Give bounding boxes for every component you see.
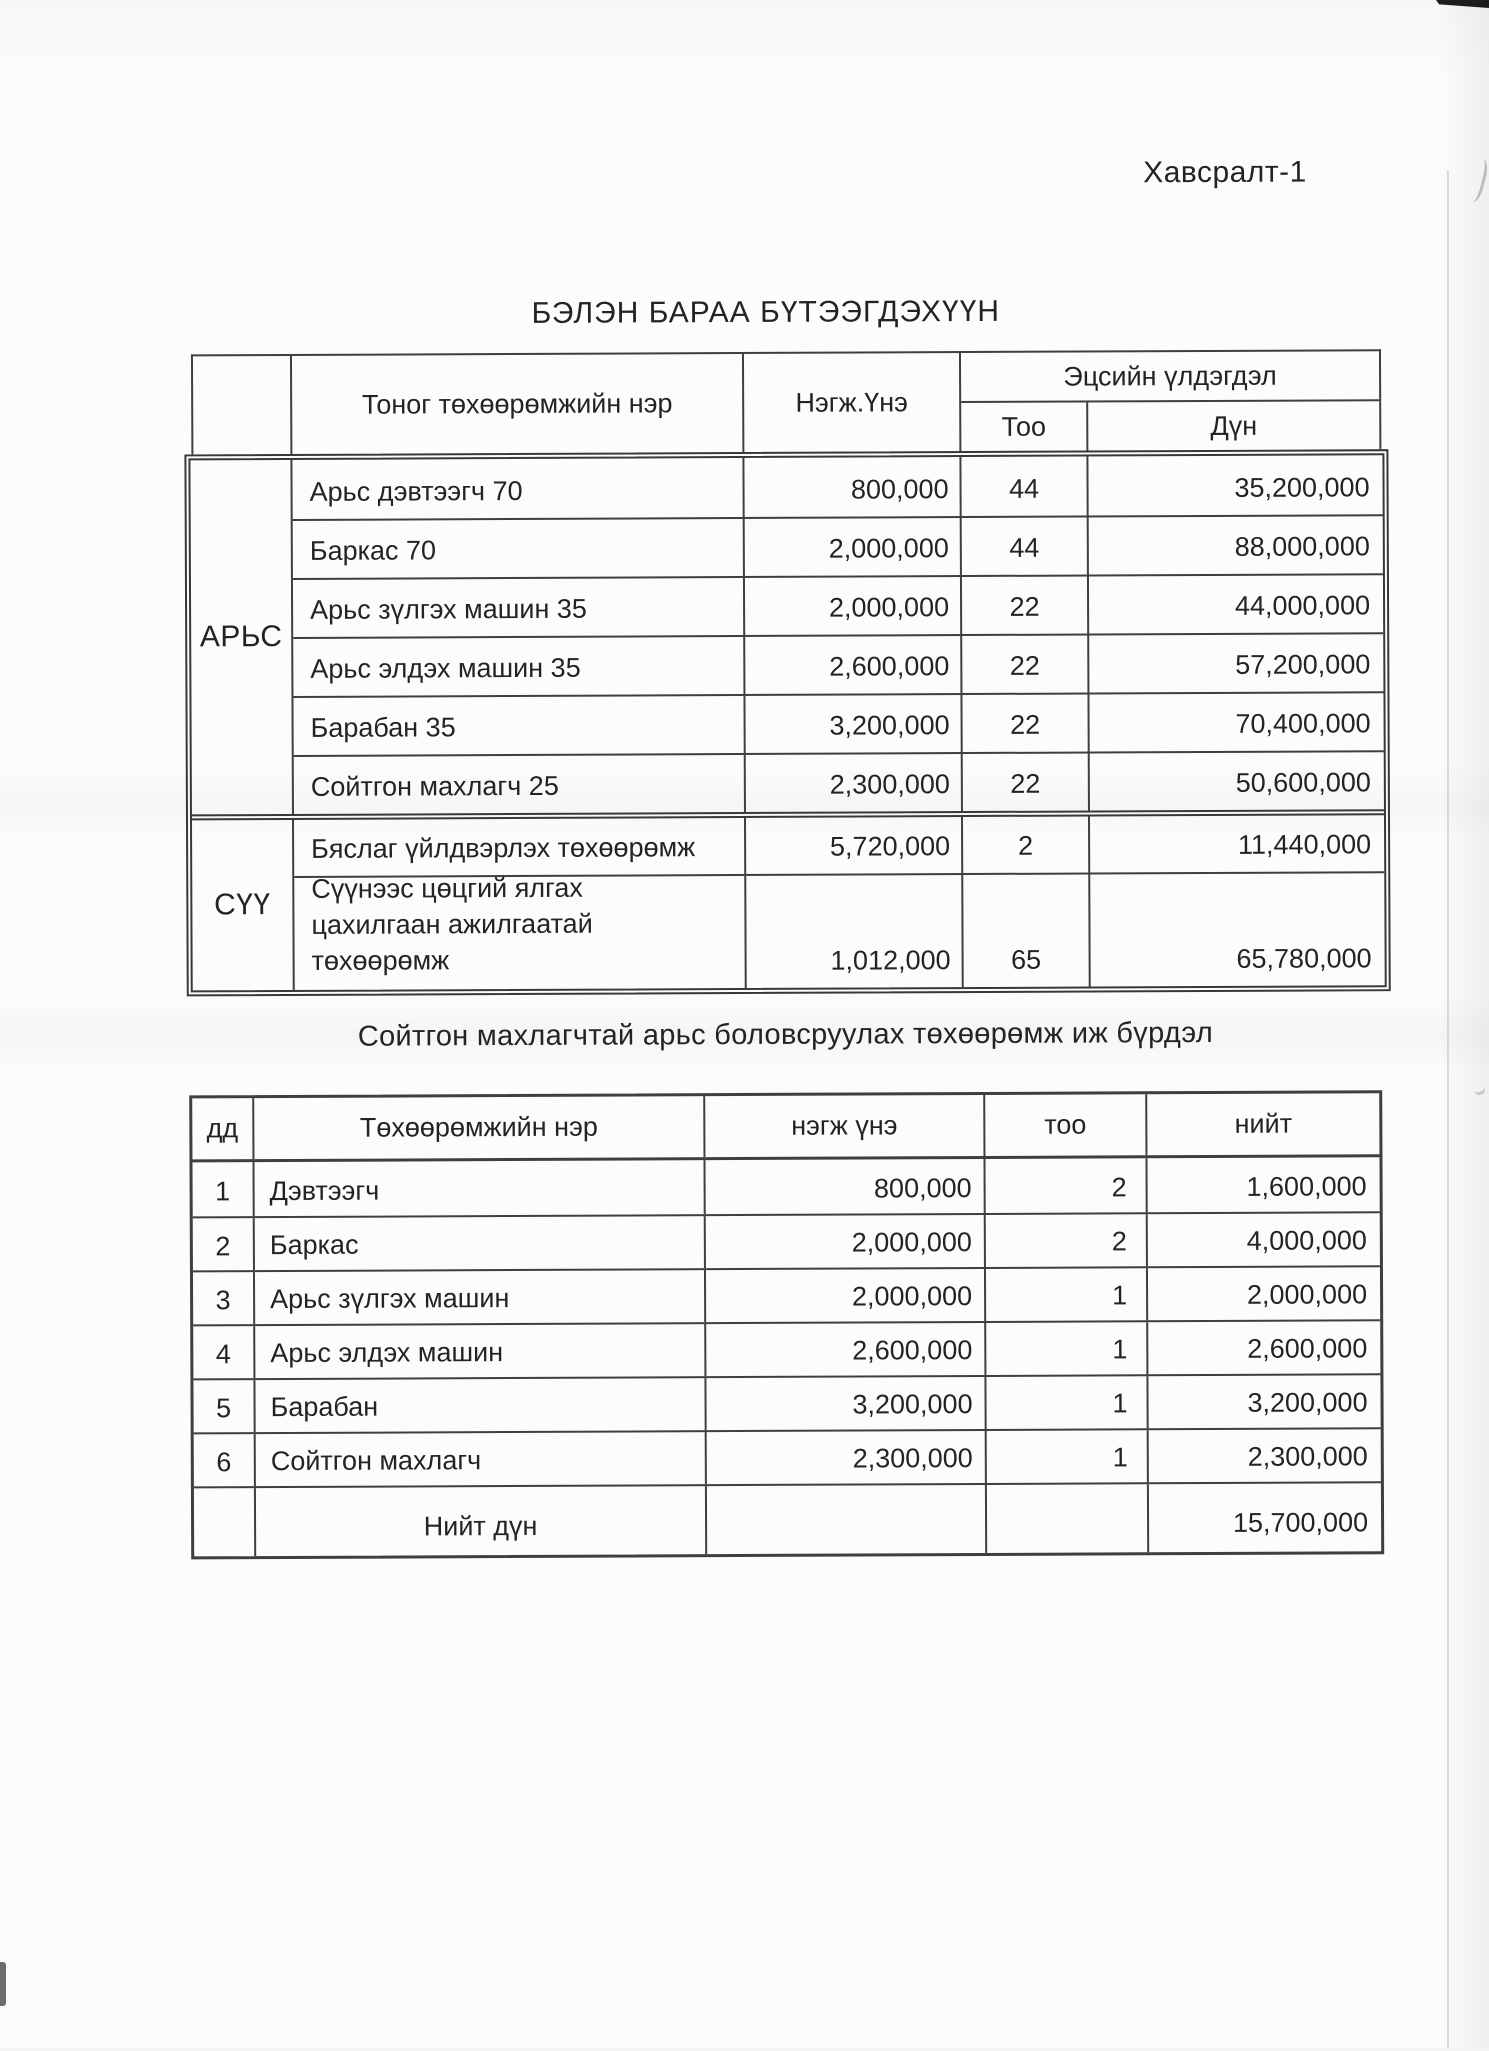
cell-no: 5 [193,1380,255,1432]
cell-name: Арьс элдэх машин 35 [310,652,581,684]
cell-unit-price: 800,000 [742,457,959,517]
cell-no-empty [194,1488,256,1556]
table1-header-final-balance: Эцсийн үлдэгдэл [961,351,1379,403]
paper-fold-line [1447,170,1449,2048]
group-label-arys: АРЬС [190,460,294,814]
cell-qty: 22 [961,754,1088,812]
table-row [293,691,1383,755]
table-row [193,1265,1380,1324]
cell-qty: 1 [986,1322,1148,1375]
cell-name: Барабан [255,1378,706,1432]
cell-total: 2,000,000 [1246,1279,1368,1310]
cell-amount: 88,000,000 [1087,516,1383,574]
table2-header-no: дд [192,1098,254,1159]
cell-qty: 2 [961,817,1088,874]
cell-unit-price: 5,720,000 [744,817,961,874]
cell-name: Дэвтээгч [254,1160,705,1216]
cell-name: Сойтгон махлагч 25 [310,770,559,802]
cell-amount: 35,200,000 [1086,455,1382,515]
cell-amount: 50,600,000 [1088,752,1384,810]
table2-total-row [194,1481,1381,1556]
cell-amount: 11,440,000 [1088,815,1384,872]
group-label-suu: СҮҮ [192,820,295,990]
cell-total: 2,600,000 [1247,1333,1368,1364]
table1-header-empty-cell [193,356,292,454]
cell-qty-empty [987,1484,1149,1553]
cell-unit-price: 2,000,000 [706,1215,986,1268]
cell-name: Арьс дэвтээгч 70 [309,475,523,507]
table-row [294,871,1384,990]
cell-unit-price: 2,000,000 [743,518,960,576]
cell-amount: 65,780,000 [1088,873,1384,986]
cell-unit-price: 2,300,000 [744,754,961,812]
cell-unit-price: 2,000,000 [706,1269,986,1322]
cell-unit-price: 3,200,000 [706,1377,986,1430]
table1-header-amount: Дүн [1210,410,1258,441]
table-row [294,750,1384,814]
table-row [192,1157,1379,1216]
cell-unit-price: 2,600,000 [743,636,960,694]
table2-title: Сойтгон махлагчтай арьс боловсруулах төхөөрөмж иж бүрдэл [357,1016,1214,1053]
cell-total: 3,200,000 [1247,1387,1368,1418]
cell-amount: 57,200,000 [1087,634,1383,692]
table2-header-qty: тоо [985,1094,1147,1156]
cell-qty: 22 [960,577,1087,635]
cell-name: Арьс зүлгэх машин 35 [310,593,587,625]
cell-no: 6 [194,1434,256,1486]
cell-qty: 22 [960,695,1087,753]
cell-qty: 44 [959,457,1086,517]
cell-unit-price: 2,000,000 [743,577,960,635]
total-amount: 15,700,000 [1232,1507,1369,1538]
cell-qty: 65 [961,875,1088,988]
cell-name: Бяслаг үйлдвэрлэх төхөөрөмж [311,832,696,864]
table1-header-name: Тоног төхөөрөмжийн нэр [292,354,744,454]
cell-name: Сойтгон махлагч [256,1432,707,1486]
cell-name: Баркас [255,1216,706,1270]
table2 [189,1090,1384,1559]
table-row [293,573,1383,637]
table2-header [192,1093,1379,1162]
group-suu [192,815,1385,990]
cell-name: Арьс элдэх машин [255,1324,706,1378]
cell-no: 1 [192,1162,254,1216]
scan-edge-mark [0,1962,6,2006]
cell-no: 3 [193,1272,255,1324]
table-row [193,1211,1380,1270]
total-label: Нийт дүн [256,1486,707,1556]
table1-body [184,449,1390,996]
cell-no: 4 [193,1326,255,1378]
table-row [293,632,1383,696]
cell-unit-price: 2,600,000 [706,1323,986,1376]
table1-header [191,349,1381,454]
table1 [184,349,1391,996]
cell-unit-price-empty [707,1485,987,1554]
table-row [292,455,1382,519]
cell-qty: 1 [987,1430,1149,1483]
table1-header-unit-price: Нэгж.Үнэ [744,353,961,452]
cell-name: Баркас 70 [309,535,437,566]
table2-header-name: Төхөөрөмжийн нэр [254,1096,705,1159]
cell-qty: 1 [986,1376,1148,1429]
cell-unit-price: 1,012,000 [744,875,961,988]
cell-name: Барабан 35 [310,712,456,743]
cell-qty: 44 [960,518,1087,576]
group-arys [190,455,1384,820]
cell-name: Сүүнээс цөцгий ялгах цахилгаан ажилгаатай төхөөрөмж [311,872,593,976]
table-row [294,815,1384,876]
table1-header-qty: Тоо [961,402,1088,451]
cell-no: 2 [193,1218,255,1270]
cell-unit-price: 2,300,000 [707,1431,987,1484]
cell-total: 1,600,000 [1246,1171,1367,1202]
appendix-label: Хавсралт-1 [1143,155,1307,190]
table2-header-unit-price: нэгж үнэ [705,1095,985,1157]
table-row [193,1373,1380,1432]
cell-qty: 1 [986,1268,1148,1321]
cell-name: Арьс зүлгэх машин [255,1270,706,1324]
cell-qty: 2 [985,1158,1147,1213]
table1-header-final-balance-group [961,351,1379,451]
table-row [194,1427,1381,1486]
cell-total: 2,300,000 [1247,1441,1368,1472]
table2-header-total: нийт [1234,1108,1293,1139]
cell-amount: 44,000,000 [1087,575,1383,633]
cell-unit-price: 3,200,000 [743,695,960,753]
table1-title: БЭЛЭН БАРАА БҮТЭЭГДЭХҮҮН [531,294,1001,330]
cell-total: 4,000,000 [1246,1225,1367,1256]
cell-qty: 22 [960,636,1087,694]
table-row [193,1319,1380,1378]
cell-amount: 70,400,000 [1087,693,1383,751]
cell-qty: 2 [986,1214,1148,1267]
cell-unit-price: 800,000 [705,1159,985,1214]
table-row [293,514,1383,578]
